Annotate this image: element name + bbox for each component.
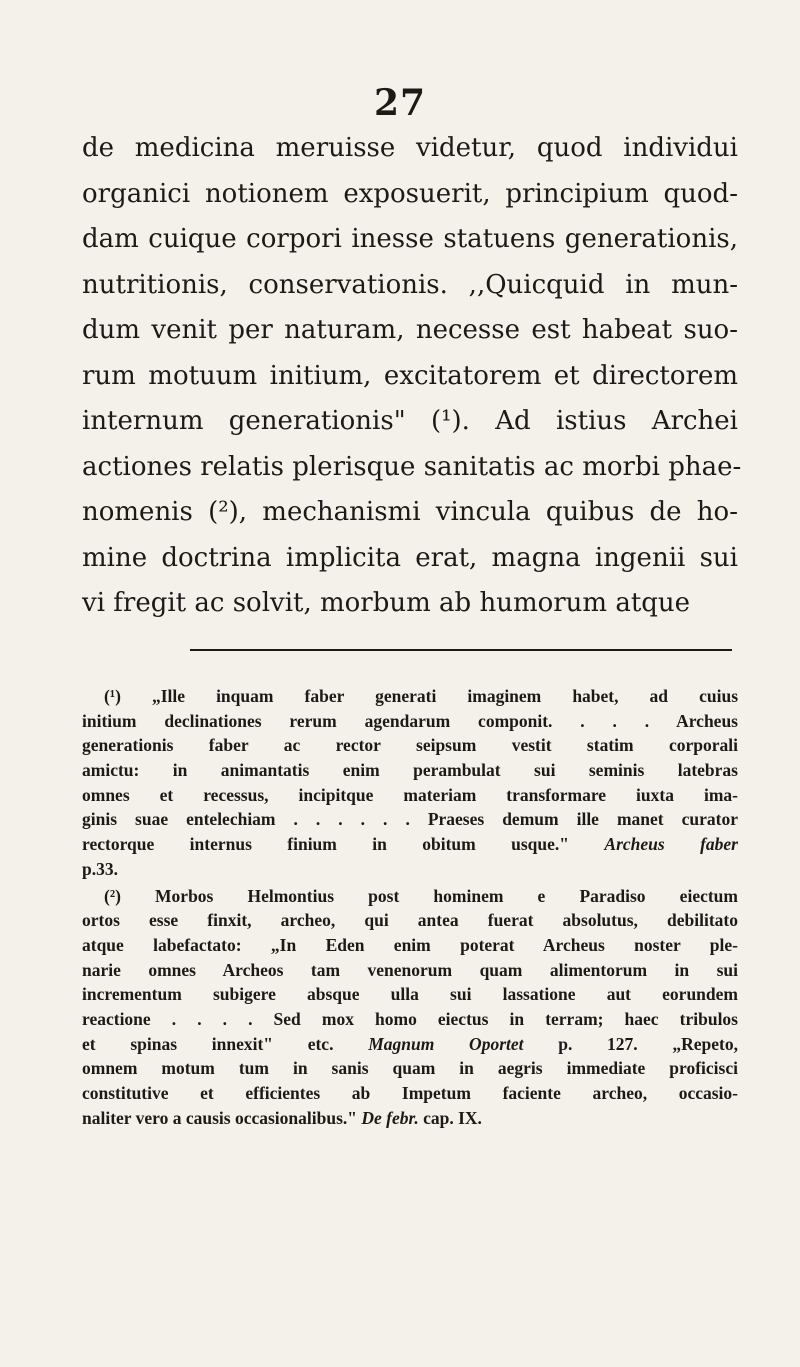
text-line: vi fregit ac solvit, morbum ab humorum atque <box>82 588 691 618</box>
footnote-line <box>82 832 738 857</box>
footnote-line <box>82 709 738 734</box>
footnote-text: p. 127. „Repeto, <box>523 1033 739 1054</box>
footnote-line <box>82 908 738 933</box>
footnote-text: generationis faber ac rector seipsum vestit statim corporali <box>82 735 738 756</box>
footnote-line <box>82 1106 738 1131</box>
footnote-text: et spinas innexit" etc. <box>82 1033 369 1054</box>
text-line: rum motuum initium, excitatorem et directorem <box>82 360 738 391</box>
footnotes <box>82 684 738 1130</box>
text-line: mine doctrina implicita erat, magna ingenii sui <box>82 542 738 573</box>
footnote-line <box>82 684 738 709</box>
text-line: actiones relatis plerisque sanitatis ac morbi phae- <box>82 451 742 482</box>
footnote-line <box>82 958 738 983</box>
footnote-line <box>82 1007 738 1032</box>
footnote-text: (¹) „Ille inquam faber generati imaginem habet, ad cuius <box>104 686 738 706</box>
footnote-text: narie omnes Archeos tam venenorum quam alimentorum in sui <box>82 959 738 980</box>
footnote-1 <box>82 684 738 882</box>
footnote-text: atque labefactato: „In Eden enim poterat Archeus noster ple- <box>82 934 738 955</box>
footnote-text: constitutive et efficientes ab Impetum faciente archeo, occasio- <box>82 1083 738 1103</box>
footnote-line <box>82 1081 738 1106</box>
footnote-line <box>82 857 738 882</box>
footnote-line <box>82 1056 738 1081</box>
footnote-text: amictu: in animantatis enim perambulat sui seminis latebras <box>82 760 738 781</box>
footnote-text: omnes et recessus, incipitque materiam transformare iuxta ima- <box>82 784 738 805</box>
text-line: nomenis (²), mechanismi vincula quibus de ho- <box>82 497 738 527</box>
footnote-line <box>82 933 738 958</box>
footnote-text: omnem motum tum in sanis quam in aegris immediate proficisci <box>82 1058 738 1079</box>
footnote-line <box>82 884 738 909</box>
page-number: 27 <box>373 82 427 124</box>
text-line: dum venit per naturam, necesse est habeat suo- <box>82 315 738 345</box>
cited-work-title: Archeus faber <box>604 834 738 855</box>
footnote-text: initium declinationes rerum agendarum componit. . . . Archeus <box>82 710 738 731</box>
footnote-line <box>82 807 738 832</box>
footnote-text: ortos esse finxit, archeo, qui antea fuerat absolutus, debilitato <box>82 910 738 931</box>
cited-work-title: De febr. <box>361 1107 419 1128</box>
footnote-text: ginis suae entelechiam . . . . . . Praeses demum ille manet curator <box>82 809 738 830</box>
text-line: de medicina meruisse videtur, quod individui <box>82 133 738 163</box>
text-line: organici notionem exposuerit, principium quod- <box>82 178 738 209</box>
footnote-text: p.33. <box>82 858 118 879</box>
footnote-line <box>82 982 738 1007</box>
footnote-text: incrementum subigere absque ulla sui lassatione aut eorundem <box>82 984 738 1005</box>
cited-work-title: Magnum Oportet <box>368 1033 524 1054</box>
footnote-line <box>82 1032 738 1057</box>
footnote-text: rectorque internus finium in obitum usque." <box>82 834 605 855</box>
footnote-line <box>82 758 738 783</box>
footnote-line <box>82 733 738 758</box>
footnote-2 <box>82 884 738 1131</box>
footnote-text: naliter vero a causis occasionalibus." <box>82 1107 362 1128</box>
main-body-text <box>82 126 742 627</box>
footnote-separator-rule <box>190 649 732 651</box>
footnote-text: reactione . . . . Sed mox homo eiectus in terram; haec tribulos <box>82 1008 738 1029</box>
footnote-text: (²) Morbos Helmontius post hominem e Paradiso eiectum <box>104 885 738 906</box>
text-line: nutritionis, conservationis. ,,Quicquid in mun- <box>82 269 738 300</box>
footnote-line <box>82 783 738 808</box>
footnote-text: cap. IX. <box>418 1107 482 1128</box>
text-line: dam cuique corpori inesse statuens generationis, <box>82 224 738 254</box>
text-line: internum generationis" (¹). Ad istius Archei <box>82 406 738 436</box>
